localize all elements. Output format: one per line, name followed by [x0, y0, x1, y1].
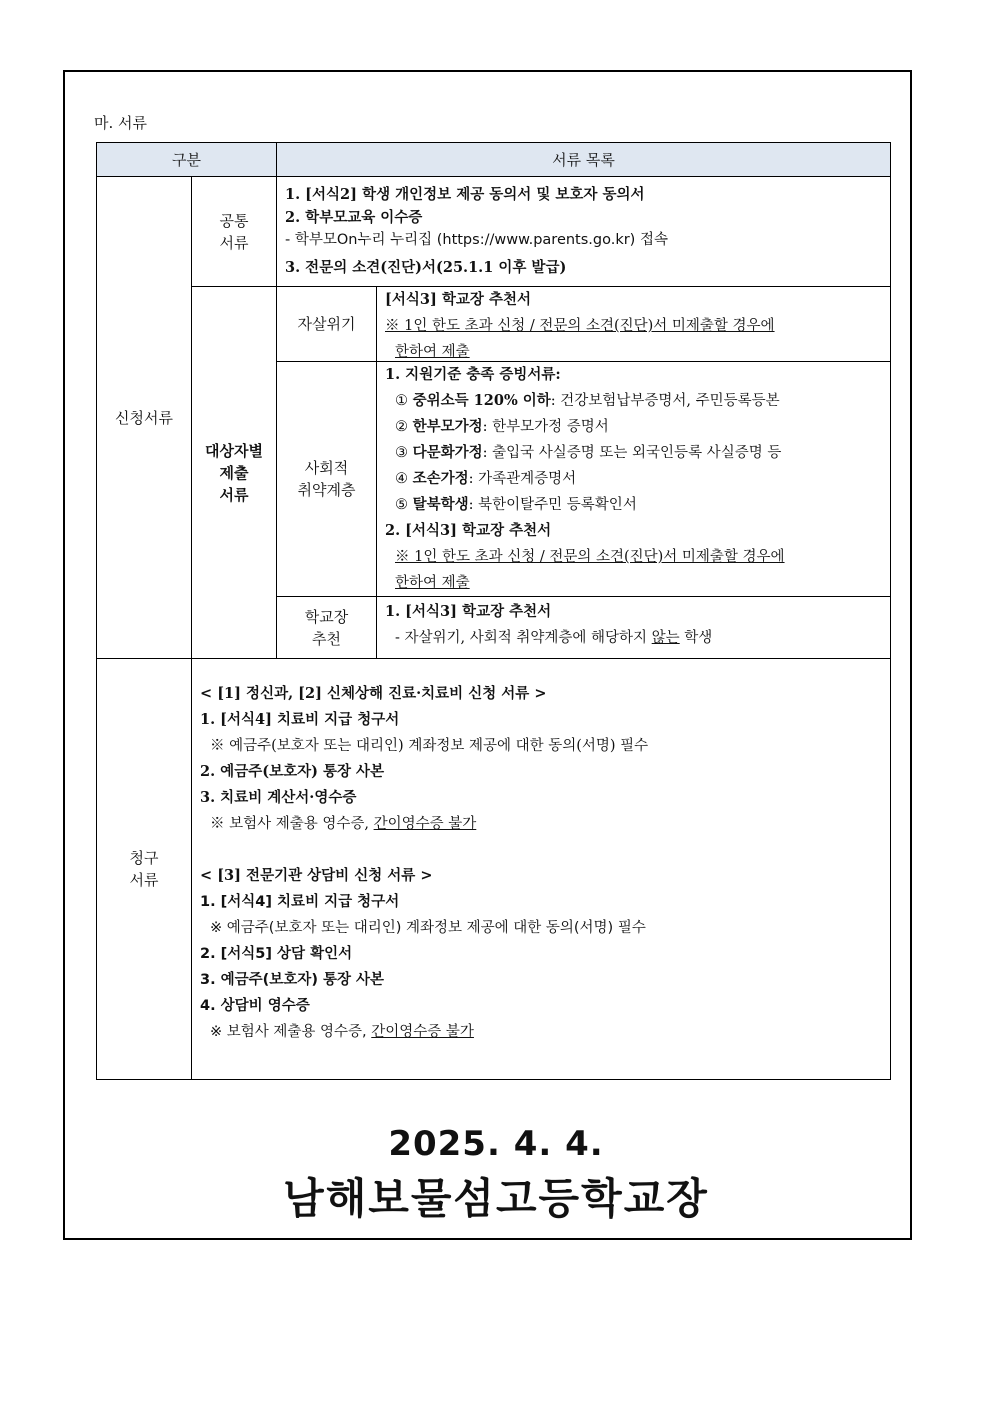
claim-block2-note-1: ※ 예금주(보호자 또는 대리인) 계좌정보 제공에 대한 동의(서명) 필수 — [210, 920, 646, 936]
vulnerable-item — [385, 388, 890, 414]
common-line-3: - 학부모On누리 누리집 (https://www.parents.go.kr) 접속 — [285, 232, 668, 248]
per-target-label-cell — [191, 286, 277, 659]
header-category — [96, 142, 277, 177]
vulnerable-label: 사회적 취약계층 — [297, 459, 356, 499]
vulnerable-item — [385, 492, 890, 518]
issuer-name: 남해보물섬고등학교장 — [283, 1174, 709, 1223]
claim-block2-line-1: 1. [서식4] 치료비 지급 청구서 — [200, 894, 400, 910]
vulnerable-item-num: ① — [395, 393, 408, 409]
vulnerable-note-1: ※ 1인 한도 초과 신청 / 전문의 소견(진단)서 미제출할 경우에 — [395, 549, 785, 565]
claim-block2-note-4-pre: ※ 보험사 제출용 영수증, — [210, 1024, 372, 1040]
claim-content — [191, 658, 891, 1080]
suicide-content — [376, 286, 891, 362]
suicide-line-1: [서식3] 학교장 추천서 — [385, 291, 531, 308]
vulnerable-item — [385, 466, 890, 492]
issue-date: 2025. 4. 4. — [388, 1124, 604, 1164]
application-label-cell — [96, 176, 192, 659]
common-content — [276, 176, 891, 287]
vulnerable-item-bold: 중위소득 120% 이하 — [412, 392, 551, 409]
vulnerable-item — [385, 440, 890, 466]
claim-block1-note-3-underlined: 간이영수증 불가 — [373, 816, 477, 832]
claim-block1-note-3 — [200, 811, 890, 837]
claim-block2-line-4: 4. 상담비 영수증 — [200, 998, 310, 1014]
per-target-label: 대상자별 제출 서류 — [205, 441, 263, 504]
claim-block2-note-4 — [200, 1019, 890, 1045]
spacer — [200, 837, 890, 863]
vulnerable-item — [385, 414, 890, 440]
header-documents-label: 서류 목록 — [552, 151, 615, 169]
principal-content — [376, 596, 891, 659]
suicide-label: 자살위기 — [297, 315, 356, 333]
suicide-label-cell — [276, 286, 377, 362]
principal-label: 학교장 추천 — [304, 607, 349, 648]
claim-block1-note-3-pre: ※ 보험사 제출용 영수증, — [210, 816, 374, 832]
common-label-cell — [191, 176, 277, 287]
claim-block2-line-2: 2. [서식5] 상담 확인서 — [200, 946, 353, 962]
principal-line-2-pre: - 자살위기, 사회적 취약계층에 해당하지 — [395, 630, 652, 646]
application-label: 신청서류 — [115, 408, 173, 427]
section-title: 마. 서류 — [94, 114, 148, 132]
claim-block1-line-3: 3. 치료비 계산서·영수증 — [200, 789, 357, 806]
claim-block1-line-2: 2. 예금주(보호자) 통장 사본 — [200, 763, 385, 780]
vulnerable-item-rest: : 가족관계증명서 — [468, 471, 577, 487]
common-line-4: 3. 전문의 소견(진단)서(25.1.1 이후 발급) — [285, 259, 567, 276]
vulnerable-item-bold: 한부모가정 — [412, 418, 483, 435]
vulnerable-item-num: ⑤ — [395, 497, 408, 513]
vulnerable-note-2: 한하여 제출 — [395, 575, 470, 591]
claim-block1-heading: < [1] 정신과, [2] 신체상해 진료·치료비 신청 서류 > — [200, 685, 547, 702]
principal-line-2-post: 학생 — [679, 630, 713, 646]
principal-line-2-underlined: 않는 — [651, 630, 680, 646]
claim-label-cell — [96, 658, 192, 1080]
common-line-2: 2. 학부모교육 이수증 — [285, 209, 423, 226]
suicide-note-2: 한하여 제출 — [395, 344, 470, 360]
claim-block2-note-4-underlined: 간이영수증 불가 — [371, 1024, 474, 1040]
vulnerable-item-bold: 다문화가정 — [412, 444, 483, 461]
vulnerable-item-rest: : 한부모가정 증명서 — [482, 419, 609, 435]
principal-line-1: 1. [서식3] 학교장 추천서 — [385, 603, 552, 620]
vulnerable-line-2: 2. [서식3] 학교장 추천서 — [385, 522, 552, 539]
vulnerable-item-num: ② — [395, 419, 408, 435]
vulnerable-item-num: ④ — [395, 471, 408, 487]
vulnerable-content — [376, 361, 891, 597]
claim-block2-heading: < [3] 전문기관 상담비 신청 서류 > — [200, 867, 433, 884]
claim-block2-line-3: 3. 예금주(보호자) 통장 사본 — [200, 972, 385, 988]
header-documents — [276, 142, 891, 177]
claim-label: 청구 서류 — [129, 849, 159, 889]
principal-label-cell — [276, 596, 377, 659]
vulnerable-item-bold: 탈북학생 — [412, 496, 469, 513]
claim-block1-note-1: ※ 예금주(보호자 또는 대리인) 계좌정보 제공에 대한 동의(서명) 필수 — [210, 738, 649, 754]
principal-line-2 — [385, 625, 890, 651]
vulnerable-item-rest: : 건강보험납부증명서, 주민등록등본 — [550, 393, 780, 409]
vulnerable-item-rest: : 북한이탈주민 등록확인서 — [468, 497, 637, 513]
common-line-1: 1. [서식2] 학생 개인정보 제공 동의서 및 보호자 동의서 — [285, 186, 645, 203]
header-category-label: 구분 — [172, 151, 201, 169]
suicide-note-1: ※ 1인 한도 초과 신청 / 전문의 소견(진단)서 미제출할 경우에 — [385, 318, 775, 334]
claim-block1-line-1: 1. [서식4] 치료비 지급 청구서 — [200, 711, 400, 728]
vulnerable-title: 1. 지원기준 충족 증빙서류: — [385, 366, 561, 383]
vulnerable-item-bold: 조손가정 — [412, 470, 469, 487]
common-label: 공통 서류 — [219, 211, 249, 252]
vulnerable-item-rest: : 출입국 사실증명 또는 외국인등록 사실증명 등 — [482, 445, 782, 461]
vulnerable-item-num: ③ — [395, 445, 408, 461]
vulnerable-label-cell — [276, 361, 377, 597]
